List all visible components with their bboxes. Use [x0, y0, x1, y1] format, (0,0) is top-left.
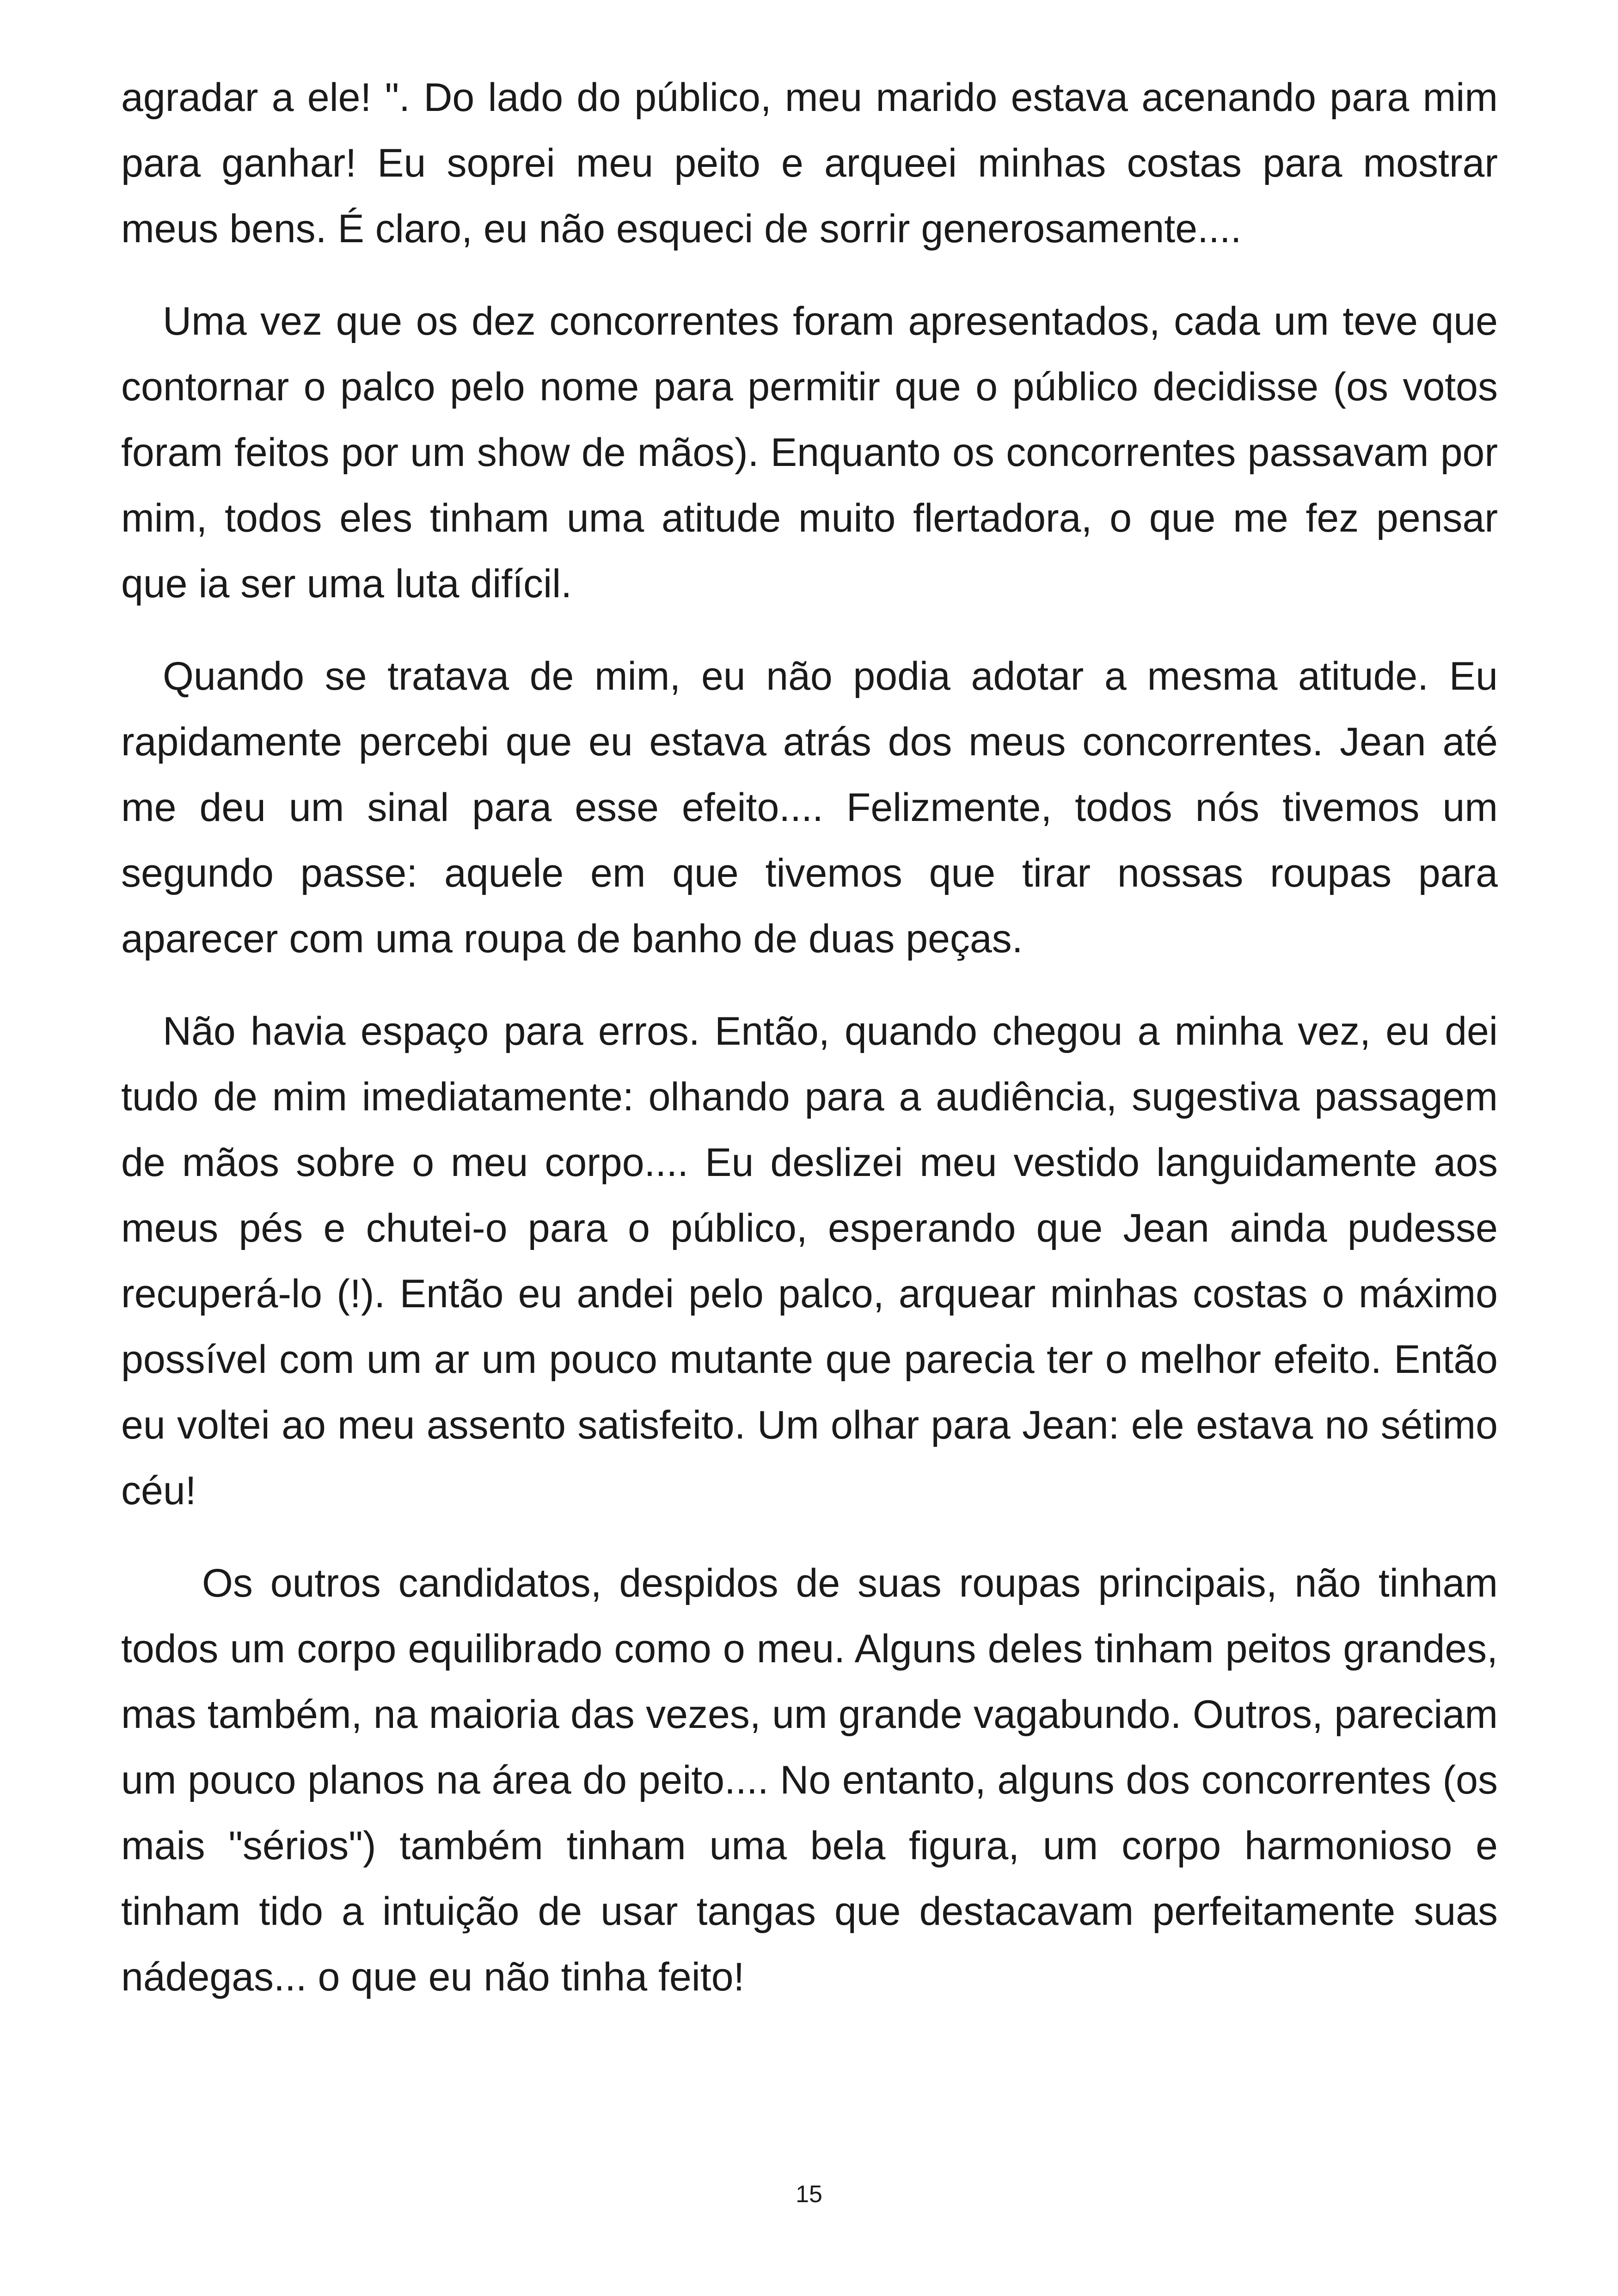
- paragraph-2: Uma vez que os dez concorrentes foram apresentados, cada um teve que contornar o palco pelo nome para permitir que o público decidisse (os votos foram feitos por um show de mãos). Enquanto os concorrentes passavam por mim, todos eles tinham uma atitude muito flertadora, o que me fez pensar que ia ser uma luta difícil.: [121, 299, 1498, 606]
- paragraph-1: agradar a ele! ". Do lado do público, meu marido estava acenando para mim para ganhar! Eu soprei meu peito e arqueei minhas costas para mostrar meus bens. É claro, eu não esqueci de sorrir generosamente....: [121, 75, 1498, 251]
- document-body: [121, 65, 1498, 2037]
- paragraph-5: Os outros candidatos, despidos de suas roupas principais, não tinham todos um corpo equilibrado como o meu. Alguns deles tinham peitos grandes, mas também, na maioria das vezes, um grande vagabundo. Outros, pareciam um pouco planos na área do peito.... No entanto, alguns dos concorrentes (os mais "sérios") também tinham uma bela figura, um corpo harmonioso e tinham tido a intuição de usar tangas que destacavam perfeitamente suas nádegas... o que eu não tinha feito!: [121, 1561, 1498, 1999]
- paragraph-3: Quando se tratava de mim, eu não podia adotar a mesma atitude. Eu rapidamente percebi que eu estava atrás dos meus concorrentes. Jean até me deu um sinal para esse efeito.... Felizmente, todos nós tivemos um segundo passe: aquele em que tivemos que tirar nossas roupas para aparecer com uma roupa de banho de duas peças.: [121, 654, 1498, 961]
- page-number: 15: [796, 2181, 822, 2208]
- paragraph-4: Não havia espaço para erros. Então, quando chegou a minha vez, eu dei tudo de mim imediatamente: olhando para a audiência, sugestiva passagem de mãos sobre o meu corpo.... Eu deslizei meu vestido languidamente aos meus pés e chutei-o para o público, esperando que Jean ainda pudesse recuperá-lo (!). Então eu andei pelo palco, arquear minhas costas o máximo possível com um ar um pouco mutante que parecia ter o melhor efeito. Então eu voltei ao meu assento satisfeito. Um olhar para Jean: ele estava no sétimo céu!: [121, 1009, 1498, 1513]
